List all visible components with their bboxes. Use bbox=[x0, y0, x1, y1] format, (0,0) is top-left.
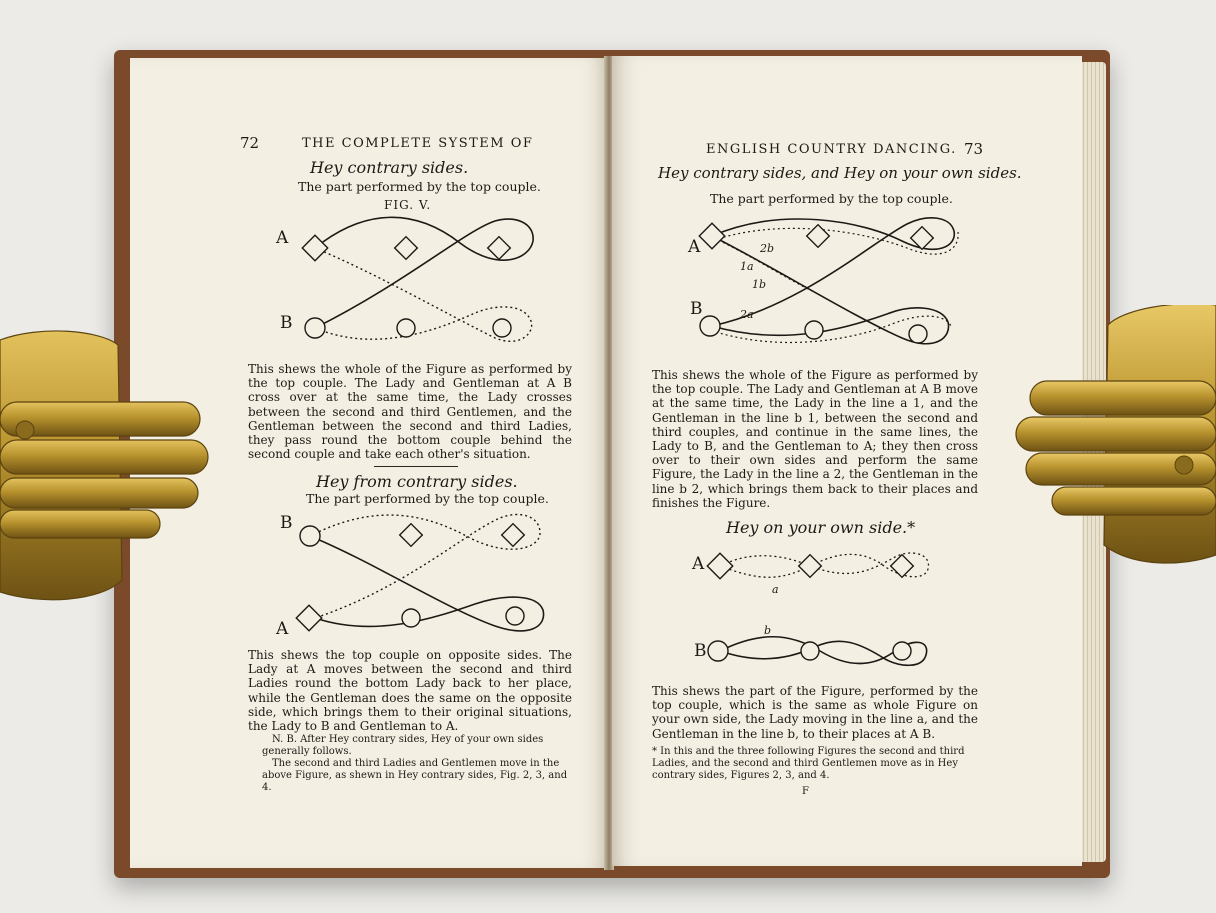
running-head: ENGLISH COUNTRY DANCING. bbox=[706, 142, 957, 157]
section-paragraph: This shews the whole of the Figure as performed by the top couple. The Lady and Gentleman at A B cross over at the same time, the Lady crosses between the second and third Gentlemen, and the Gentleman between the second and third Ladies, they pass round the bottom couple behind the second couple and take each other's situation. bbox=[248, 362, 572, 462]
line-label: 2a bbox=[740, 308, 754, 321]
position-label-b: B bbox=[694, 641, 707, 661]
figure-hey-contrary-sides bbox=[295, 213, 545, 353]
section-paragraph: This shews the whole of the Figure as performed by the top couple. The Lady and Gentleman at A B move at the same time, the Lady in the line a 1, and the Gentleman in the line b 1, between the second and third couples, and continue in the same lines, the Lady to B, and the Gentleman to A; they then cross over to their own sides and perform the same Figure, the Lady in the line a 2, the Gentleman in the line b 2, which brings them back to their places and finishes the Figure. bbox=[652, 368, 978, 510]
section-subheading: The part performed by the top couple. bbox=[710, 191, 953, 206]
position-label-a: A bbox=[276, 228, 289, 248]
note-paragraph: N. B. After Hey contrary sides, Hey of your own sides generally follows. bbox=[262, 734, 544, 757]
section-subheading: The part performed by the top couple. bbox=[306, 491, 549, 506]
line-label: 1b bbox=[752, 278, 767, 291]
line-label: b bbox=[764, 624, 772, 637]
section-heading: Hey contrary sides. bbox=[310, 158, 469, 177]
brass-hand-bookend-right bbox=[1012, 305, 1216, 565]
page-number: 73 bbox=[964, 140, 984, 158]
position-label-b: B bbox=[280, 513, 293, 533]
position-label-a: A bbox=[688, 237, 701, 257]
brass-hand-bookend-left bbox=[0, 330, 215, 605]
position-label-a: A bbox=[276, 619, 289, 639]
section-heading: Hey on your own side.* bbox=[726, 518, 916, 537]
position-label-b: B bbox=[280, 313, 293, 333]
figure-label: FIG. V. bbox=[384, 198, 432, 212]
line-label: 2b bbox=[760, 242, 775, 255]
section-heading: Hey contrary sides, and Hey on your own sides. bbox=[658, 164, 1022, 182]
line-label: a bbox=[772, 583, 779, 596]
section-heading: Hey from contrary sides. bbox=[316, 472, 518, 491]
footnote: * In this and the three following Figures the second and third Ladies, and the second and third Gentlemen move as in Hey contrary sides, Figures 2, 3, and 4. bbox=[652, 746, 965, 781]
figure-hey-from-contrary-sides bbox=[295, 508, 555, 648]
section-paragraph: This shews the top couple on opposite sides. The Lady at A moves between the second and third Ladies round the bottom Lady back to her place, while the Gentleman does the same on the opposite side, which brings them to their original situations, the Lady to B and Gentleman to A. bbox=[248, 648, 572, 734]
position-label-b: B bbox=[690, 299, 703, 319]
section-divider bbox=[374, 466, 458, 467]
line-label: 1a bbox=[740, 260, 754, 273]
section-paragraph: This shews the part of the Figure, performed by the top couple, which is the same as whole Figure on your own side, the Lady moving in the line a, and the Gentleman in the line b, to their places at A B. bbox=[652, 684, 978, 741]
signature-mark: F bbox=[802, 786, 809, 797]
page-number: 72 bbox=[240, 134, 260, 152]
running-head: THE COMPLETE SYSTEM OF bbox=[302, 136, 534, 151]
figure-hey-contrary-and-own-sides bbox=[702, 216, 962, 356]
figure-hey-on-your-own-side bbox=[710, 551, 940, 681]
section-subheading: The part performed by the top couple. bbox=[298, 179, 541, 194]
position-label-a: A bbox=[692, 554, 705, 574]
note-paragraph: The second and third Ladies and Gentlemen move in the above Figure, as shewn in Hey contrary sides, Fig. 2, 3, and 4. bbox=[262, 758, 568, 793]
